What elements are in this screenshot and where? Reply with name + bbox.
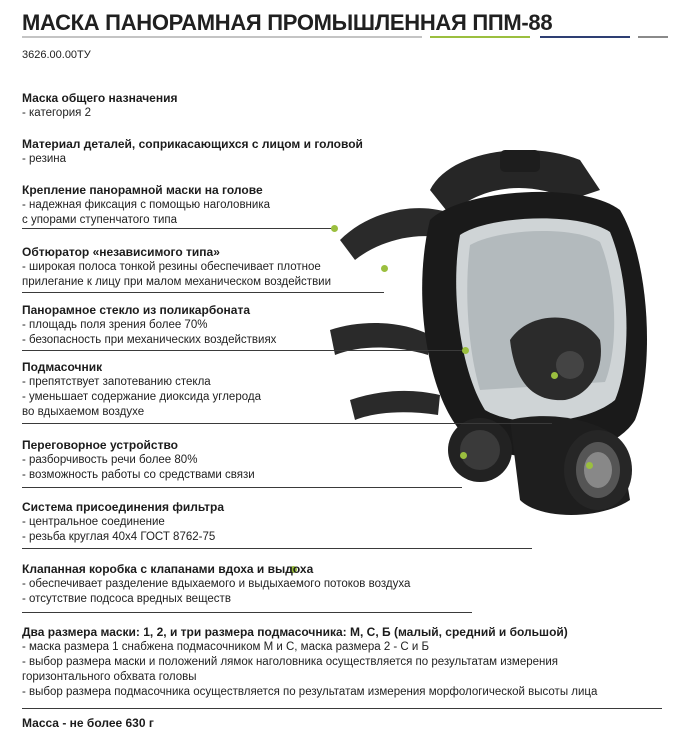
section-title: Маска общего назначения (22, 91, 178, 105)
marker-dot-speaking (460, 452, 467, 459)
section-title: Обтюратор «независимого типа» (22, 245, 220, 259)
section-title: Панорамное стекло из поликарбоната (22, 303, 251, 317)
section-line: - возможность работы со средствами связи (22, 469, 255, 481)
section-line: с упорами ступенчатого типа (22, 214, 178, 226)
section-mount (22, 183, 452, 228)
section-visor (22, 303, 452, 348)
leader-line-mount (22, 228, 334, 229)
section-line: - препятствует запотеванию стекла (22, 376, 211, 388)
section-purpose (22, 91, 452, 121)
section-title: Два размера маски: 1, 2, и три размера подмасочника: М, С, Б (малый, средний и большой) (22, 625, 568, 639)
leader-line-obturator (22, 292, 384, 293)
section-material (22, 137, 452, 167)
section-line: - выбор размера маски и положений лямок наголовника осуществляется по результатам измерения (22, 656, 559, 668)
section-title: Подмасочник (22, 360, 103, 374)
section-weight (22, 716, 452, 731)
section-line: - выбор размера подмасочника осуществляется по результатам измерения морфологической высоты лица (22, 686, 598, 698)
section-sizes (22, 625, 682, 700)
section-line: горизонтального обхвата головы (22, 671, 197, 683)
section-title: Крепление панорамной маски на голове (22, 183, 263, 197)
section-speaking-device (22, 438, 452, 483)
section-line: - широкая полоса тонкой резины обеспечивает плотное (22, 261, 321, 273)
section-line: во вдыхаемом воздухе (22, 406, 145, 418)
section-line: - резьба круглая 40х4 ГОСТ 8762-75 (22, 531, 216, 543)
section-line: - центральное соединение (22, 516, 165, 528)
section-title: Система присоединения фильтра (22, 500, 225, 514)
section-line: - разборчивость речи более 80% (22, 454, 198, 466)
section-title: Материал деталей, соприкасающихся с лицом и головой (22, 137, 363, 151)
section-title: Клапанная коробка с клапанами вдоха и выдоха (22, 562, 314, 576)
section-line: - обеспечивает разделение вдыхаемого и выдыхаемого потоков воздуха (22, 578, 411, 590)
section-line: - уменьшает содержание диоксида углерода (22, 391, 261, 403)
header-stripe-gray (22, 36, 422, 38)
section-line: - категория 2 (22, 107, 91, 119)
leader-line-visor (22, 350, 462, 351)
section-filter-system (22, 500, 452, 545)
section-title: Переговорное устройство (22, 438, 178, 452)
section-line: - безопасность при механических воздействиях (22, 334, 277, 346)
header-stripe-green (430, 36, 530, 38)
section-line: - резина (22, 153, 67, 165)
leader-line-valve (22, 612, 472, 613)
leader-line-sizes (22, 708, 662, 709)
section-line: - надежная фиксация с помощью наголовника (22, 199, 271, 211)
leader-line-undermask (22, 423, 552, 424)
marker-dot-undermask (551, 372, 558, 379)
leader-line-speaking (22, 487, 462, 488)
section-line: - маска размера 1 снабжена подмасочником М и С, маска размера 2 - С и Б (22, 641, 430, 653)
section-line: прилегание к лицу при малом механическом воздействии (22, 276, 332, 288)
marker-dot-visor (462, 347, 469, 354)
spec-code: 3626.00.00ТУ (22, 49, 91, 61)
header-stripe-navy (540, 36, 630, 38)
header-stripe-dark (638, 36, 668, 38)
section-undermask (22, 360, 452, 420)
section-line: - отсутствие подсоса вредных веществ (22, 593, 231, 605)
leader-line-filter (22, 548, 532, 549)
section-title: Масса - не более 630 г (22, 716, 154, 730)
section-valve-box (22, 562, 682, 607)
marker-dot-filter (586, 462, 593, 469)
section-line: - площадь поля зрения более 70% (22, 319, 208, 331)
section-obturator (22, 245, 452, 290)
page-title: МАСКА ПАНОРАМНАЯ ПРОМЫШЛЕННАЯ ППМ-88 (22, 10, 553, 35)
